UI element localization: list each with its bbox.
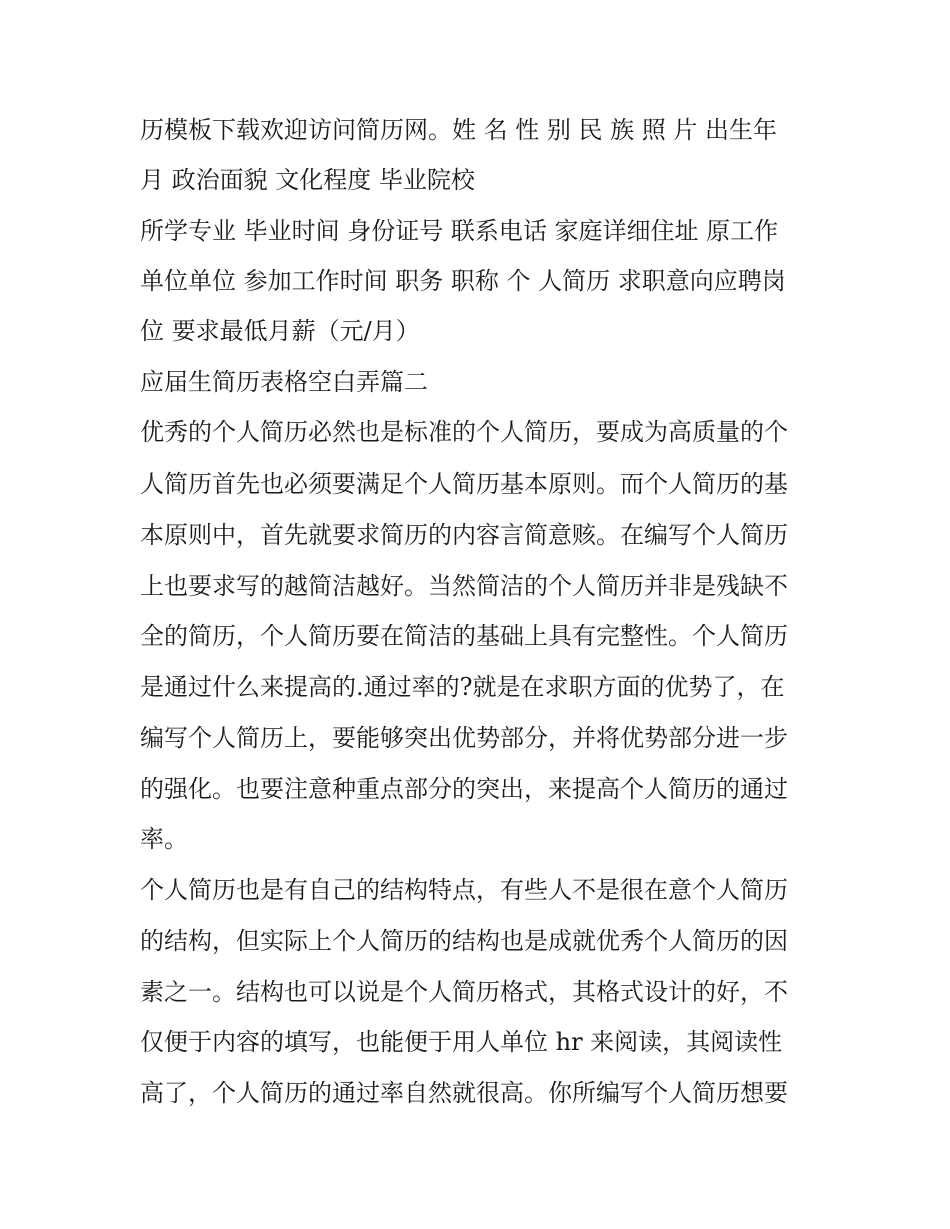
text-line: 位 要求最低月薪（元/月） xyxy=(140,317,420,345)
text-line: 单位单位 参加工作时间 职务 职称 个 人简历 求职意向应聘岗 xyxy=(140,267,786,295)
text-line: 个人简历也是有自己的结构特点，有些人不是很在意个人简历 xyxy=(140,876,788,904)
text-line: 月 政治面貌 文化程度 毕业院校 xyxy=(140,166,475,194)
section-heading: 应届生简历表格空白弄篇二 xyxy=(140,368,428,396)
text-line: 本原则中，首先就要求简历的内容言简意赅。在编写个人简历 xyxy=(140,521,788,549)
text-line: 是通过什么来提高的.通过率的?就是在求职方面的优势了，在 xyxy=(140,673,785,701)
text-line: 素之一。结构也可以说是个人简历格式，其格式设计的好，不 xyxy=(140,978,788,1006)
text-line: 历模板下载欢迎访问简历网。姓 名 性 别 民 族 照 片 出生年 xyxy=(140,116,778,144)
text-line: 的强化。也要注意种重点部分的突出，来提高个人简历的通过 xyxy=(140,775,788,803)
text-line: 高了，个人简历的通过率自然就很高。你所编写个人简历想要 xyxy=(140,1079,788,1107)
text-line: 所学专业 毕业时间 身份证号 联系电话 家庭详细住址 原工作 xyxy=(140,217,779,245)
text-line: 编写个人简历上，要能够突出优势部分，并将优势部分进一步 xyxy=(140,724,788,752)
text-line: 全的简历，个人简历要在简洁的基础上具有完整性。个人简历 xyxy=(140,622,788,650)
text-line: 仅便于内容的填写，也能便于用人单位 hr 来阅读，其阅读性 xyxy=(140,1028,783,1056)
text-line: 优秀的个人简历必然也是标准的个人简历，要成为高质量的个 xyxy=(140,418,788,446)
text-line: 上也要求写的越简洁越好。当然简洁的个人简历并非是残缺不 xyxy=(140,572,788,600)
text-line: 人简历首先也必须要满足个人简历基本原则。而个人简历的基 xyxy=(140,470,788,498)
text-line: 的结构，但实际上个人简历的结构也是成就优秀个人简历的因 xyxy=(140,927,788,955)
text-line: 率。 xyxy=(140,825,188,853)
